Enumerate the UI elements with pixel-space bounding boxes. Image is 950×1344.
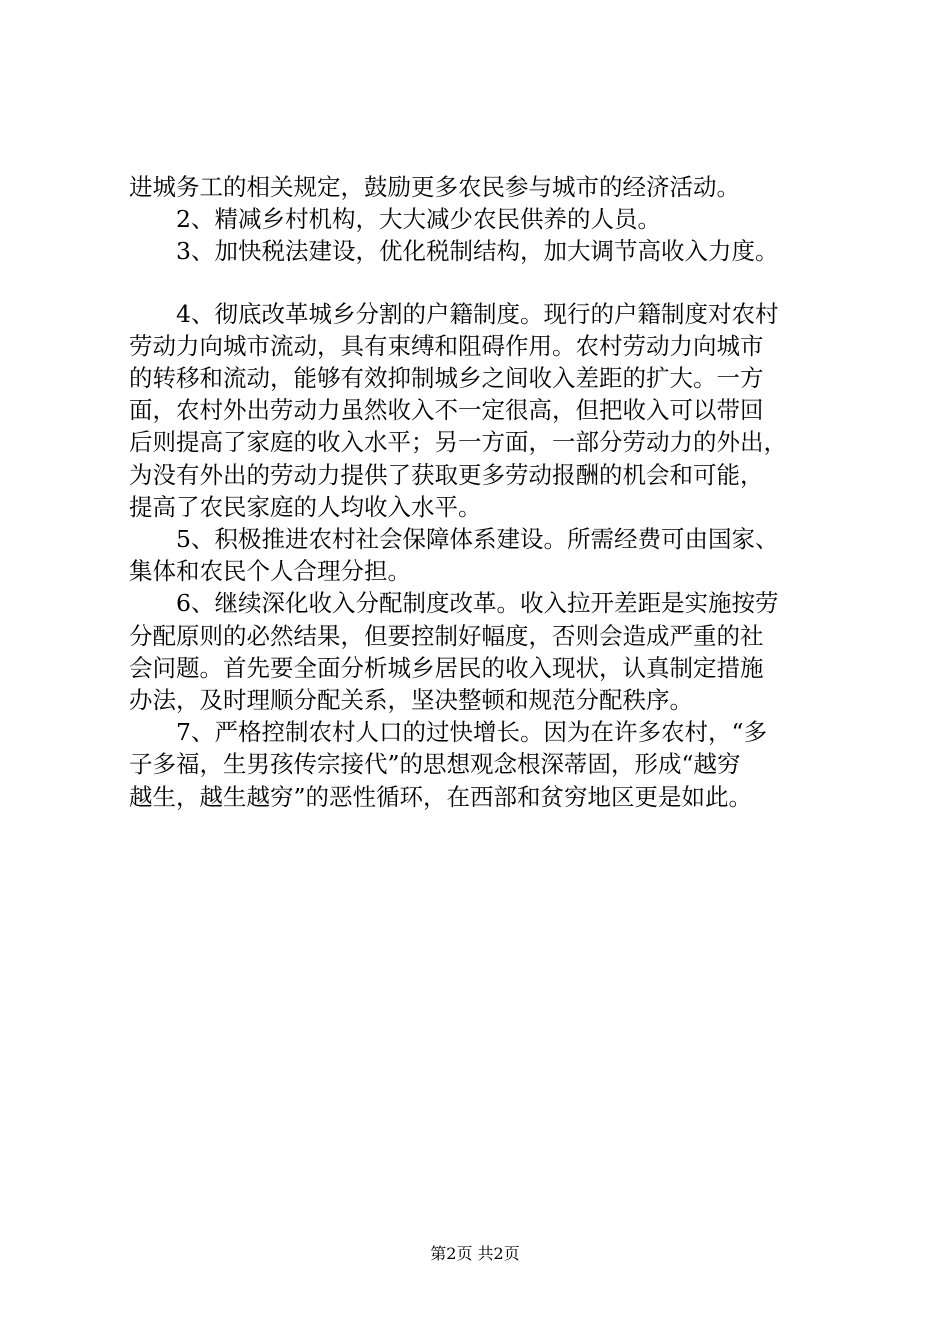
paragraph-item-3 [129, 235, 829, 267]
paragraph-item-4 [129, 298, 829, 523]
paragraph-item-6 [129, 587, 829, 716]
paragraph-spacer [129, 268, 829, 298]
page-number-footer: 第2页 共2页 [430, 1244, 520, 1263]
paragraph-item-7 [129, 716, 829, 813]
text-line: 7、严格控制农村人口的过快增长。因为在许多农村，“多 [176, 718, 767, 747]
text-line: 越生，越生越穷”的恶性循环，在西部和贫穷地区更是如此。 [129, 782, 753, 811]
text-line: 提高了农民家庭的人均收入水平。 [129, 492, 482, 521]
text-line: 2、精减乡村机构，大大减少农民供养的人员。 [176, 205, 661, 234]
text-line: 办法，及时理顺分配关系，坚决整顿和规范分配秩序。 [129, 686, 693, 715]
text-line: 分配原则的必然结果，但要控制好幅度，否则会造成严重的社 [129, 621, 764, 650]
paragraph-item-2 [129, 203, 829, 235]
paragraph-item-5 [129, 523, 829, 587]
text-line: 后则提高了家庭的收入水平；另一方面，一部分劳动力的外出， [129, 428, 787, 457]
text-line: 为没有外出的劳动力提供了获取更多劳动报酬的机会和可能， [129, 460, 764, 489]
text-line: 子多福，生男孩传宗接代”的思想观念根深蒂固，形成“越穷 [129, 750, 741, 779]
text-line: 会问题。首先要全面分析城乡居民的收入现状，认真制定措施 [129, 653, 764, 682]
paragraph-continuation [129, 171, 829, 203]
text-line: 劳动力向城市流动，具有束缚和阻碍作用。农村劳动力向城市 [129, 331, 764, 360]
text-line: 6、继续深化收入分配制度改革。收入拉开差距是实施按劳 [176, 589, 779, 618]
text-line: 5、积极推进农村社会保障体系建设。所需经费可由国家、 [176, 525, 779, 554]
text-line: 3、加快税法建设，优化税制结构，加大调节高收入力度。 [176, 237, 779, 266]
document-body [129, 171, 829, 813]
text-line: 4、彻底改革城乡分割的户籍制度。现行的户籍制度对农村 [176, 299, 779, 328]
text-line: 的转移和流动，能够有效抑制城乡之间收入差距的扩大。一方 [129, 364, 764, 393]
text-line: 进城务工的相关规定，鼓励更多农民参与城市的经济活动。 [129, 173, 740, 201]
text-line: 集体和农民个人合理分担。 [129, 557, 411, 586]
text-line: 面，农村外出劳动力虽然收入不一定很高，但把收入可以带回 [129, 396, 764, 425]
